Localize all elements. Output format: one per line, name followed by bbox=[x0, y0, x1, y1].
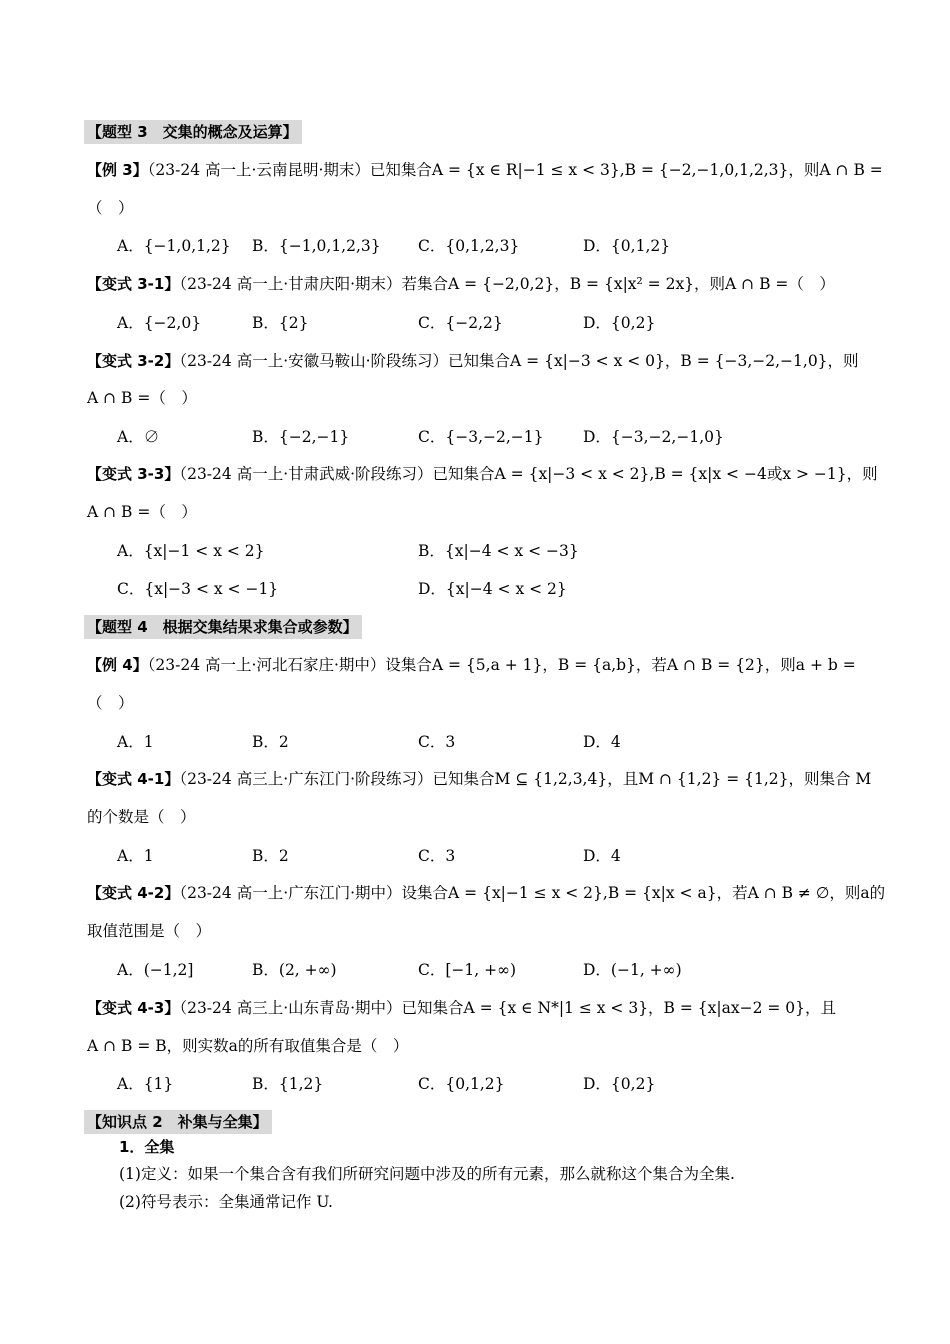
knowledge-point-header: 【知识点 2 补集与全集】 bbox=[84, 1110, 272, 1134]
variant31-option-d: D．{0,2} bbox=[583, 314, 656, 332]
variant42-option-c: C．[−1, +∞) bbox=[418, 961, 517, 979]
variant41-stem: （23-24 高三上·广东江门·阶段练习）已知集合M ⊆ {1,2,3,4}，且M ∩ {1,2} = {1,2}，则集合 M bbox=[179, 770, 872, 788]
variant32-stem: （23-24 高一上·安徽马鞍山·阶段练习）已知集合A = {x|−3 < x < 0}，B = {−3,−2,−1,0}，则 bbox=[179, 352, 859, 370]
example4-stem: （23-24 高一上·河北石家庄·期中）设集合A = {5,a + 1}，B = {a,b}，若A ∩ B = {2}，则a + b = bbox=[147, 656, 856, 674]
example4-stem-cont: （ ） bbox=[87, 694, 134, 712]
variant42-label: 【变式 4-2】 bbox=[87, 884, 180, 902]
variant41-option-a: A．1 bbox=[117, 847, 154, 865]
variant31-question bbox=[87, 273, 835, 295]
variant43-stem-cont: A ∩ B = B，则实数a的所有取值集合是（ ） bbox=[87, 1037, 409, 1055]
variant41-question bbox=[87, 768, 871, 790]
variant42-option-a: A．(−1,2] bbox=[117, 961, 194, 979]
variant41-option-d: D．4 bbox=[583, 847, 621, 865]
example4-question bbox=[87, 654, 856, 676]
example4-option-d: D．4 bbox=[583, 733, 621, 751]
section-header-type4: 【题型 4 根据交集结果求集合或参数】 bbox=[84, 615, 362, 639]
variant31-stem: （23-24 高一上·甘肃庆阳·期末）若集合A = {−2,0,2}，B = {x|x² = 2x}，则A ∩ B =（ ） bbox=[179, 275, 835, 293]
variant33-question bbox=[87, 463, 878, 485]
variant33-option-c: C．{x|−3 < x < −1} bbox=[117, 580, 279, 598]
variant42-question bbox=[87, 882, 885, 904]
variant43-label: 【变式 4-3】 bbox=[87, 999, 180, 1017]
example4-label: 【例 4】 bbox=[87, 656, 148, 674]
variant43-option-b: B．{1,2} bbox=[252, 1075, 324, 1093]
example3-stem: （23-24 高一上·云南昆明·期末）已知集合A = {x ∈ R|−1 ≤ x < 3},B = {−2,−1,0,1,2,3}，则A ∩ B = bbox=[147, 161, 883, 179]
universal-set-symbol: (2)符号表示：全集通常记作 U. bbox=[119, 1193, 333, 1211]
variant32-option-a: A．∅ bbox=[117, 428, 160, 446]
example3-stem-cont: （ ） bbox=[87, 199, 134, 217]
variant31-option-c: C．{−2,2} bbox=[418, 314, 503, 332]
variant41-label: 【变式 4-1】 bbox=[87, 770, 180, 788]
variant32-question bbox=[87, 350, 859, 372]
variant33-label: 【变式 3-3】 bbox=[87, 465, 180, 483]
example3-option-b: B．{−1,0,1,2,3} bbox=[252, 237, 381, 255]
variant41-option-c: C．3 bbox=[418, 847, 456, 865]
variant43-option-a: A．{1} bbox=[117, 1075, 174, 1093]
example3-label: 【例 3】 bbox=[87, 161, 148, 179]
variant43-option-d: D．{0,2} bbox=[583, 1075, 656, 1093]
variant32-stem-cont: A ∩ B =（ ） bbox=[87, 389, 197, 407]
universal-set-subtitle: 1．全集 bbox=[119, 1138, 175, 1156]
variant33-stem-cont: A ∩ B =（ ） bbox=[87, 503, 197, 521]
example3-option-a: A．{−1,0,1,2} bbox=[117, 237, 231, 255]
variant41-option-b: B．2 bbox=[252, 847, 289, 865]
variant43-stem: （23-24 高三上·山东青岛·期中）已知集合A = {x ∈ N*|1 ≤ x < 3}，B = {x|ax−2 = 0}，且 bbox=[179, 999, 837, 1017]
variant33-option-d: D．{x|−4 < x < 2} bbox=[418, 580, 567, 598]
example3-question bbox=[87, 159, 883, 181]
universal-set-definition: (1)定义：如果一个集合含有我们所研究问题中涉及的所有元素，那么就称这个集合为全集. bbox=[119, 1165, 735, 1183]
variant43-question bbox=[87, 997, 836, 1019]
example3-option-c: C．{0,1,2,3} bbox=[418, 237, 520, 255]
example4-option-c: C．3 bbox=[418, 733, 456, 751]
variant42-stem: （23-24 高一上·广东江门·期中）设集合A = {x|−1 ≤ x < 2},B = {x|x < a}，若A ∩ B ≠ ∅，则a的 bbox=[179, 884, 886, 902]
variant31-option-a: A．{−2,0} bbox=[117, 314, 202, 332]
variant42-option-b: B．(2, +∞) bbox=[252, 961, 337, 979]
example4-option-b: B．2 bbox=[252, 733, 289, 751]
example4-option-a: A．1 bbox=[117, 733, 154, 751]
variant41-stem-cont: 的个数是（ ） bbox=[87, 808, 196, 826]
variant43-option-c: C．{0,1,2} bbox=[418, 1075, 505, 1093]
variant42-stem-cont: 取值范围是（ ） bbox=[87, 922, 212, 940]
variant33-stem: （23-24 高一上·甘肃武威·阶段练习）已知集合A = {x|−3 < x < 2},B = {x|x < −4或x > −1}，则 bbox=[179, 465, 878, 483]
variant42-option-d: D．(−1, +∞) bbox=[583, 961, 682, 979]
variant33-option-b: B．{x|−4 < x < −3} bbox=[418, 542, 579, 560]
variant32-option-c: C．{−3,−2,−1} bbox=[418, 428, 544, 446]
variant32-option-b: B．{−2,−1} bbox=[252, 428, 350, 446]
variant31-label: 【变式 3-1】 bbox=[87, 275, 180, 293]
example3-option-d: D．{0,1,2} bbox=[583, 237, 671, 255]
section-header-type3: 【题型 3 交集的概念及运算】 bbox=[84, 120, 302, 144]
variant31-option-b: B．{2} bbox=[252, 314, 309, 332]
variant33-option-a: A．{x|−1 < x < 2} bbox=[117, 542, 265, 560]
variant32-label: 【变式 3-2】 bbox=[87, 352, 180, 370]
variant32-option-d: D．{−3,−2,−1,0} bbox=[583, 428, 724, 446]
